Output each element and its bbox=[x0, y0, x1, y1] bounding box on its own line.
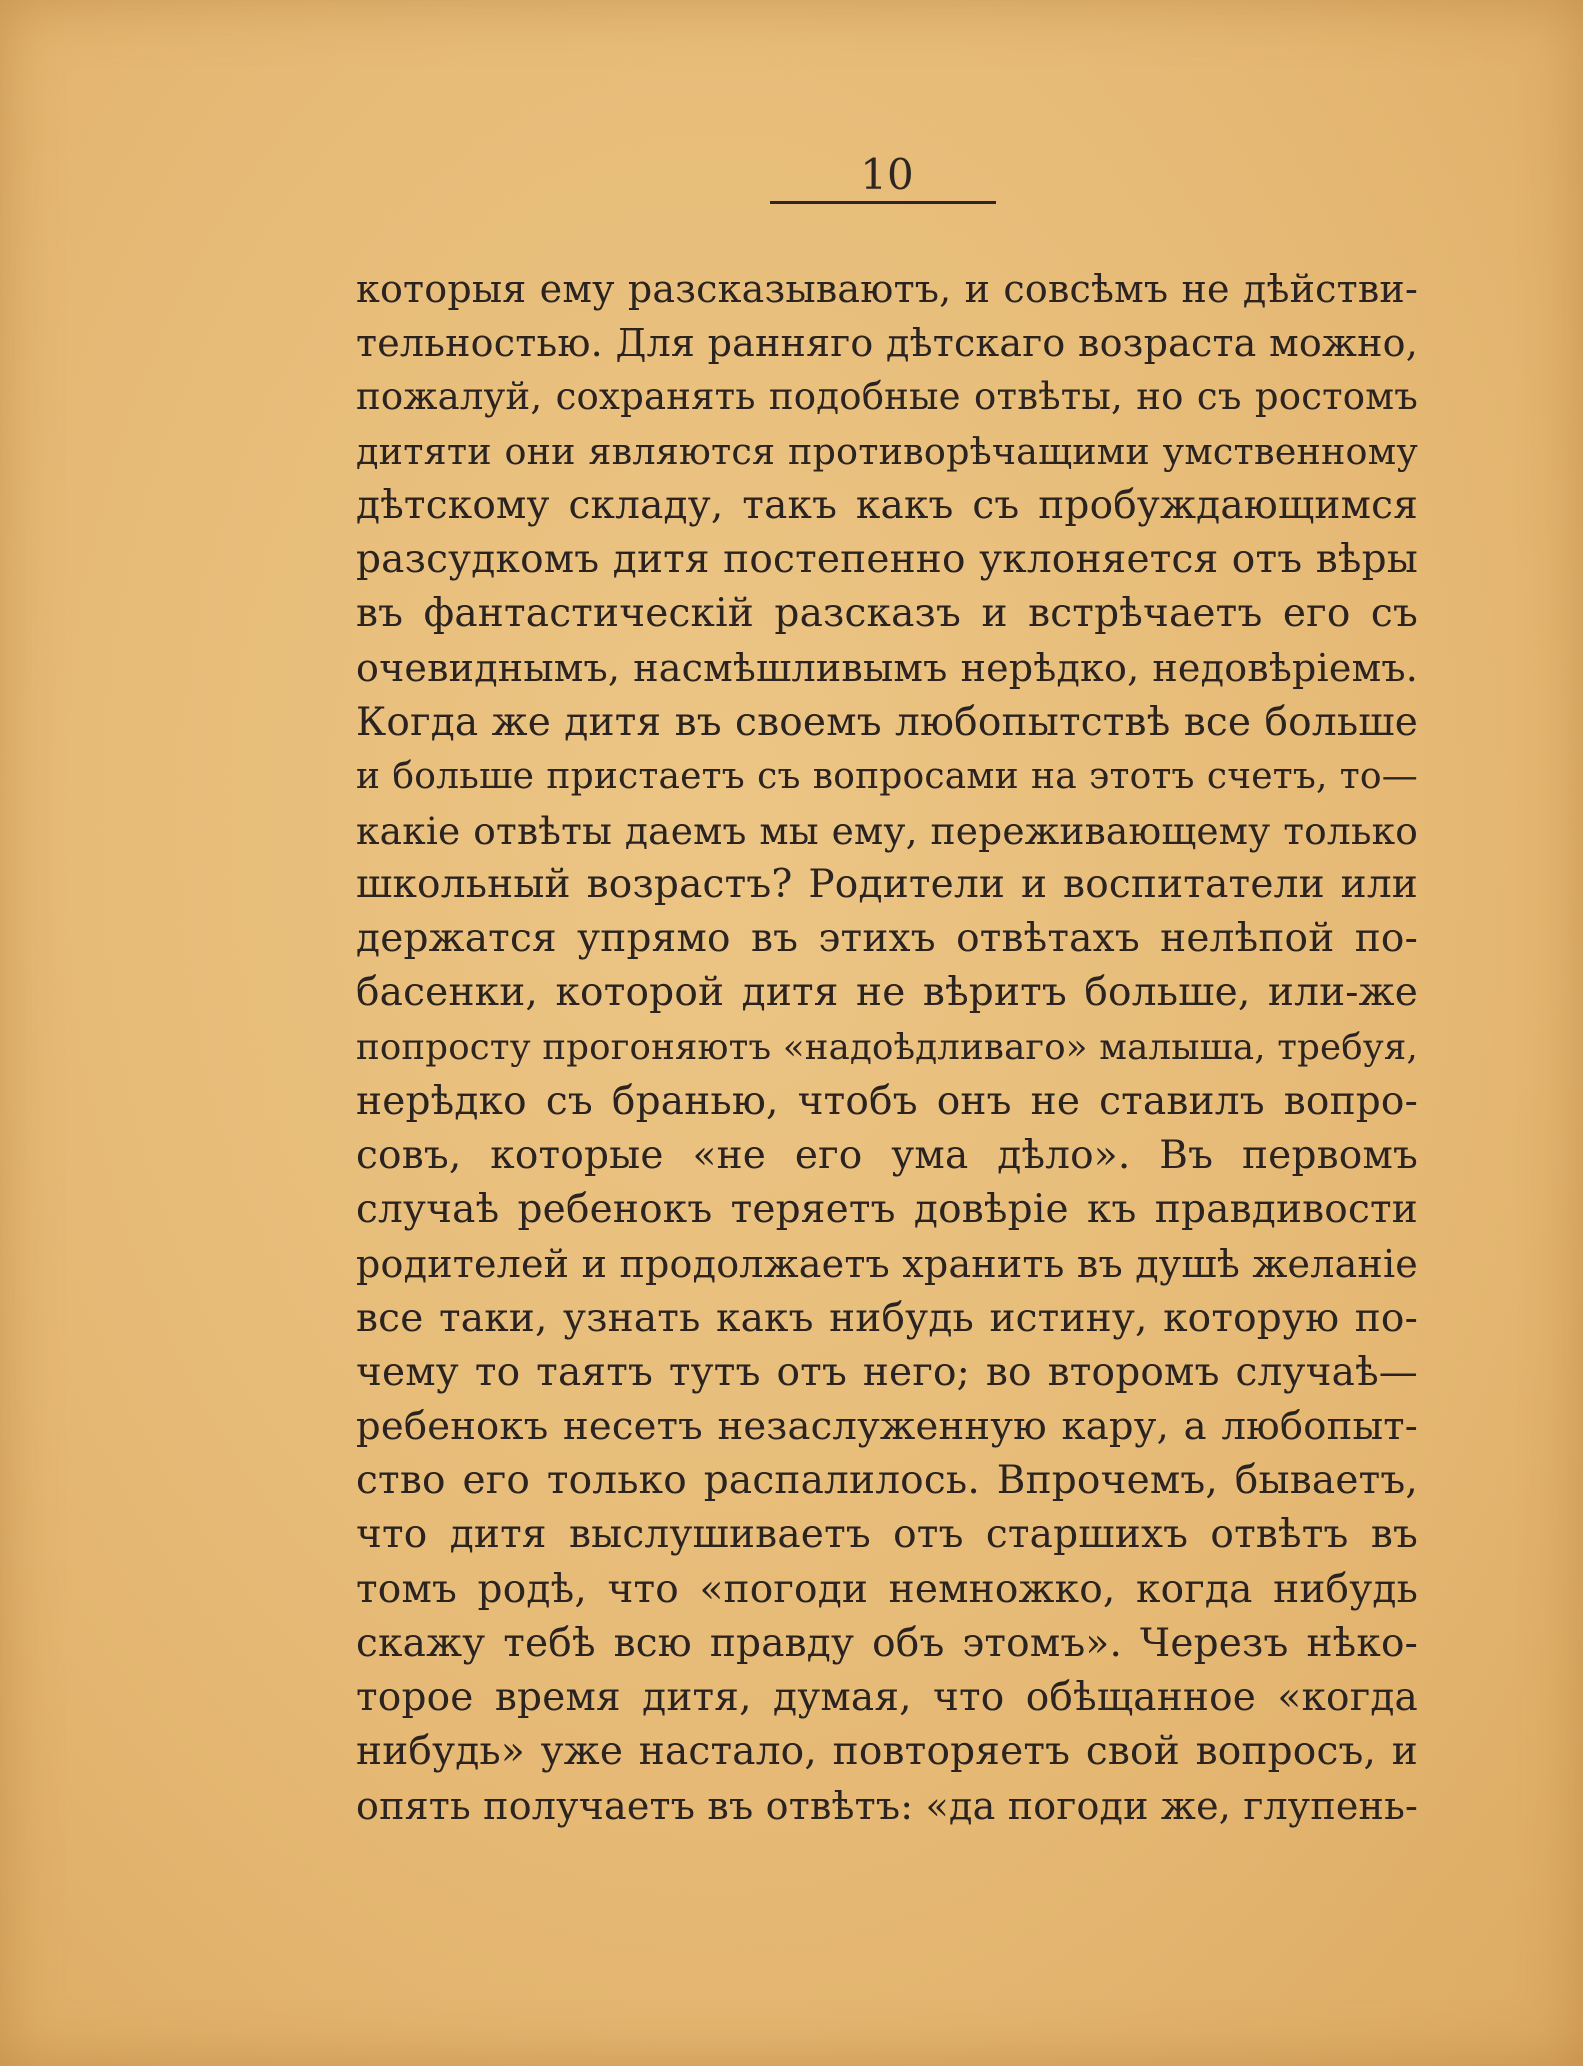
text-line: чему то таятъ тутъ отъ него; во второмъ случаѣ— bbox=[356, 1349, 1418, 1395]
text-line: томъ родѣ, что «погоди немножко, когда нибудь bbox=[356, 1566, 1418, 1612]
text-line: родителей и продолжаетъ хранить въ душѣ желаніе bbox=[356, 1242, 1418, 1287]
text-line: очевиднымъ, насмѣшливымъ нерѣдко, недовѣріемъ. bbox=[356, 646, 1418, 691]
text-line: дѣтскому складу, такъ какъ съ пробуждающимся bbox=[356, 482, 1418, 528]
text-line: школьный возрастъ? Родители и воспитатели или bbox=[356, 862, 1418, 908]
text-line: попросту прогоняютъ «надоѣдливаго» малыша, требуя, bbox=[356, 1026, 1418, 1068]
text-line: случаѣ ребенокъ теряетъ довѣріе къ правдивости bbox=[356, 1187, 1418, 1233]
header-rule bbox=[770, 201, 996, 204]
text-line: въ фантастическій разсказъ и встрѣчаетъ его съ bbox=[356, 591, 1418, 637]
text-line: совъ, которые «не его ума дѣло». Въ первомъ bbox=[356, 1133, 1418, 1178]
text-line: держатся упрямо въ этихъ отвѣтахъ нелѣпой по- bbox=[356, 916, 1418, 962]
text-line: басенки, которой дитя не вѣритъ больше, или-же bbox=[356, 970, 1418, 1016]
text-line: нибудь» уже настало, повторяетъ свой вопросъ, и bbox=[356, 1729, 1418, 1775]
text-line: и больше пристаетъ съ вопросами на этотъ счетъ, то— bbox=[356, 755, 1418, 797]
text-line: которыя ему разсказываютъ, и совсѣмъ не дѣйстви- bbox=[356, 267, 1418, 311]
text-line: скажу тебѣ всю правду объ этомъ». Черезъ нѣко- bbox=[356, 1620, 1418, 1666]
page-number: 10 bbox=[860, 150, 914, 199]
text-line: дитяти они являются противорѣчащими умственному bbox=[356, 429, 1418, 473]
body-text bbox=[356, 262, 1418, 1833]
text-line: ство его только распалилось. Впрочемъ, бываетъ, bbox=[356, 1458, 1418, 1504]
text-line: разсудкомъ дитя постепенно уклоняется отъ вѣры bbox=[356, 536, 1418, 582]
text-line: опять получаетъ въ отвѣтъ: «да погоди же, глупень- bbox=[356, 1784, 1419, 1829]
text-line: торое время дитя, думая, что обѣщанное «когда bbox=[356, 1674, 1418, 1720]
text-line: что дитя выслушиваетъ отъ старшихъ отвѣтъ въ bbox=[356, 1512, 1418, 1558]
text-line: ребенокъ несетъ незаслуженную кару, а любопыт- bbox=[356, 1403, 1418, 1449]
text-line: все таки, узнать какъ нибудь истину, которую по- bbox=[356, 1295, 1418, 1341]
text-line: Когда же дитя въ своемъ любопытствѣ все больше bbox=[356, 699, 1418, 745]
text-line: какіе отвѣты даемъ мы ему, переживающему только bbox=[356, 808, 1418, 853]
text-line: тельностью. Для ранняго дѣтскаго возраста можно, bbox=[356, 321, 1418, 366]
text-line: пожалуй, сохранять подобные отвѣты, но съ ростомъ bbox=[356, 375, 1418, 419]
text-line: нерѣдко съ бранью, чтобъ онъ не ставилъ вопро- bbox=[356, 1078, 1418, 1124]
